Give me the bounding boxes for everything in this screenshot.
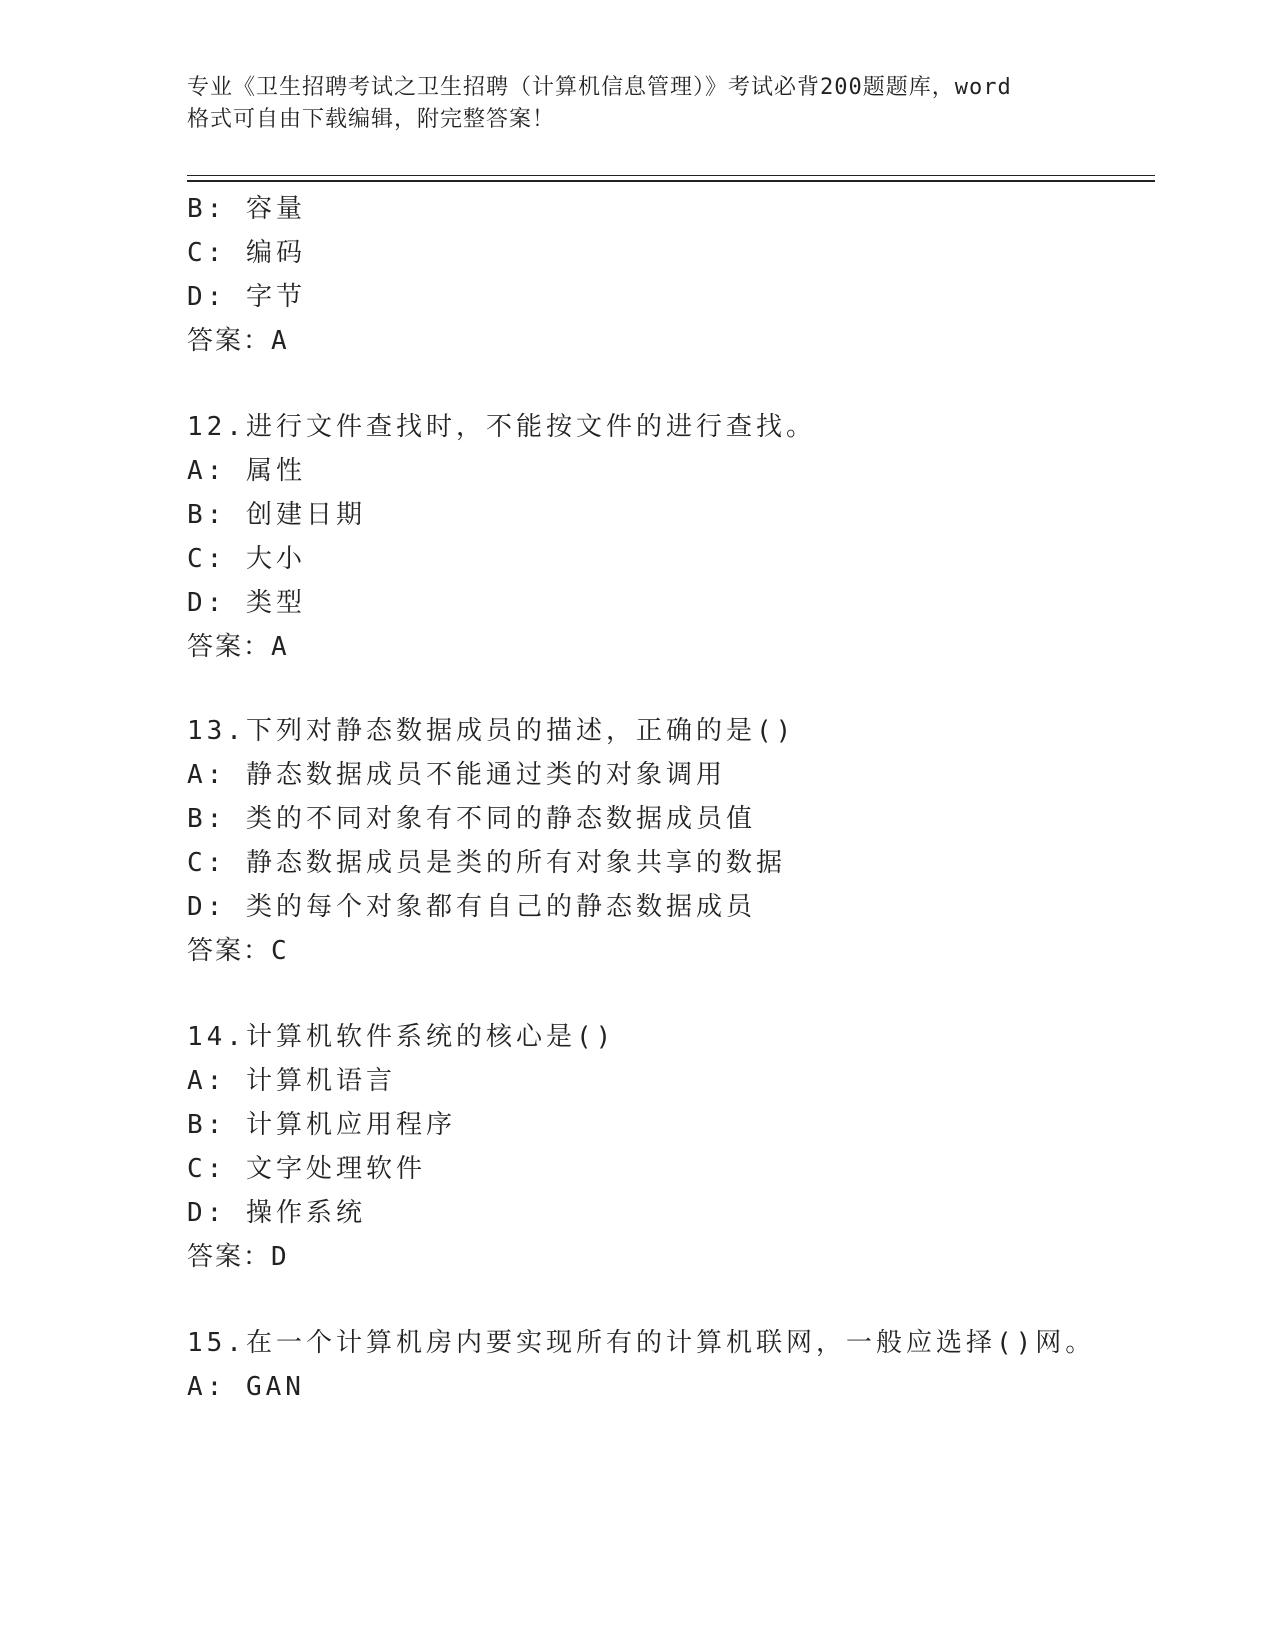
option-line: D: 类的每个对象都有自己的静态数据成员 [187,892,756,922]
option-line: C: 文字处理软件 [187,1154,426,1184]
answer-line: 答案：C [187,936,289,966]
option-line: C: 静态数据成员是类的所有对象共享的数据 [187,848,786,878]
option-line: B: 计算机应用程序 [187,1110,456,1140]
header-line-2: 格式可自由下载编辑，附完整答案！ [187,107,556,132]
option-line: C: 大小 [187,544,306,574]
option-line: D: 操作系统 [187,1198,366,1228]
option-line: C: 编码 [187,238,306,268]
option-line: B: 创建日期 [187,500,366,530]
question-stem: 15.在一个计算机房内要实现所有的计算机联网，一般应选择()网。 [187,1328,1096,1358]
answer-line: 答案：D [187,1242,289,1272]
answer-line: 答案：A [187,632,289,662]
option-line: A: 属性 [187,456,306,486]
header-rule-bottom [187,180,1155,182]
option-line: D: 字节 [187,282,306,312]
question-stem: 13.下列对静态数据成员的描述，正确的是() [187,716,796,746]
answer-line: 答案：A [187,326,289,356]
option-line: D: 类型 [187,588,306,618]
question-stem: 12.进行文件查找时，不能按文件的进行查找。 [187,412,816,442]
option-line: A: 计算机语言 [187,1066,396,1096]
header-rule-top [187,175,1155,176]
option-line: B: 类的不同对象有不同的静态数据成员值 [187,804,756,834]
option-line: A: GAN [187,1372,305,1402]
option-line: A: 静态数据成员不能通过类的对象调用 [187,760,726,790]
option-line: B: 容量 [187,194,306,224]
header-line-1: 专业《卫生招聘考试之卫生招聘（计算机信息管理）》考试必背200题题库，word [187,75,1012,100]
question-stem: 14.计算机软件系统的核心是() [187,1022,616,1052]
document-header [187,72,1087,136]
